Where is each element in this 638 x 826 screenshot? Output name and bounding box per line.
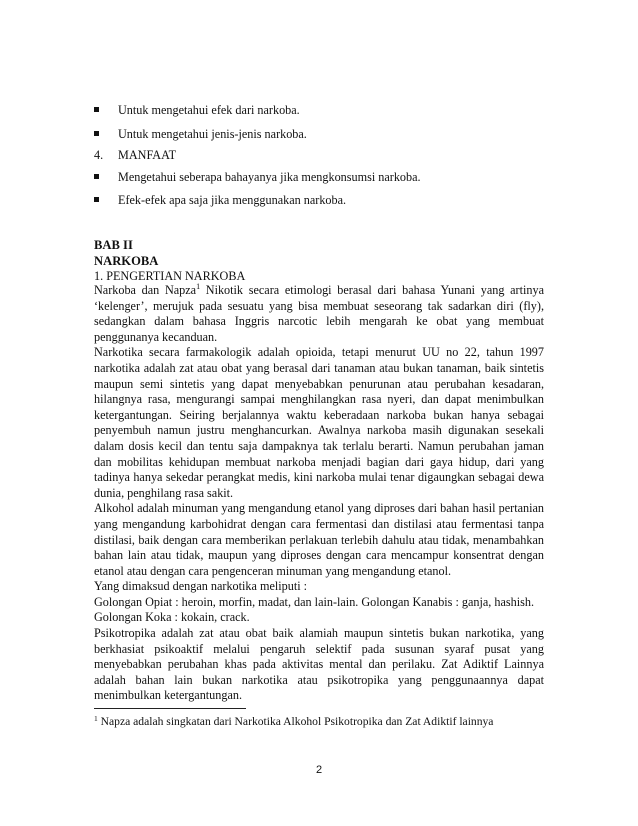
footnote-marker: 1 xyxy=(94,714,98,723)
square-bullet-icon xyxy=(94,107,99,112)
subheading: 1. PENGERTIAN NARKOBA xyxy=(94,269,246,283)
paragraph-text: Narkoba dan Napza xyxy=(94,283,197,297)
page-number: 2 xyxy=(315,764,323,776)
paragraph: Yang dimaksud dengan narkotika meliputi : xyxy=(94,579,308,594)
bullet-item xyxy=(94,193,346,207)
body-text xyxy=(94,283,544,704)
chapter-title: NARKOBA xyxy=(94,254,159,268)
paragraph: Golongan Koka : kokain, crack. xyxy=(94,610,250,625)
footnote-text: Napza adalah singkatan dari Narkotika Alkohol Psikotropika dan Zat Adiktif lainnya xyxy=(97,715,494,728)
paragraph: Golongan Opiat : heroin, morfin, madat, dan lain-lain. Golongan Kanabis : ganja, hashish. xyxy=(94,594,535,609)
paragraph: Alkohol adalah minuman yang mengandung etanol yang diproses dari bahan hasil pertanian yang mengandung karbohidrat dengan cara fermentasi dan distilasi atau fermentasi tanpa distilasi, baik dengan cara memberikan perlakuan terlebih dahulu atau tidak, menambahkan bahan lain atau tidak, maupun yang diproses dengan cara mencampur konsentrat dengan etanol atau dengan cara pengenceran minuman yang mengandung etanol. xyxy=(94,501,544,578)
footnote-divider xyxy=(94,708,246,709)
section-title: MANFAAT xyxy=(118,148,177,162)
square-bullet-icon xyxy=(94,197,99,202)
square-bullet-icon xyxy=(94,174,99,179)
bullet-item xyxy=(94,127,307,141)
paragraph: Narkotika secara farmakologik adalah opioida, tetapi menurut UU no 22, tahun 1997 narkotika adalah zat atau obat yang berasal dari tanaman atau bukan tanaman, baik sintetis maupun semi sintetis yang dapat menyebabkan penurunan atau perubahan kesadaran, hilangnya rasa, mengurangi sampai menghilangkan rasa nyeri, dan dapat menimbulkan ketergantungan. Seiring berjalannya waktu keberadaan narkoba bukan hanya sebagai penyembuh namun justru menghancurkan. Awalnya narkoba masih digunakan sesekali dalam dosis kecil dan tentu saja dampaknya tak terlalu berarti. Namun perubahan jaman dan mobilitas kehidupan membuat narkoba menjadi bagian dari gaya hidup, dari yang tadinya hanya sekedar perangkat medis, kini narkoba mulai tenar digaungkan sebagai dewa dunia, penghilang rasa sakit. xyxy=(94,345,544,500)
chapter-label: BAB II xyxy=(94,238,133,252)
bullet-item xyxy=(94,170,421,184)
bullet-item xyxy=(94,103,300,117)
bullet-text: Efek-efek apa saja jika menggunakan narkoba. xyxy=(118,193,347,207)
paragraph xyxy=(94,283,544,345)
footnote-reference: 1 xyxy=(196,282,201,291)
bullet-text: Mengetahui seberapa bahayanya jika mengkonsumsi narkoba. xyxy=(118,170,421,184)
bullet-text: Untuk mengetahui jenis-jenis narkoba. xyxy=(118,127,307,141)
paragraph-text: Nikotik secara etimologi berasal dari bahasa Yunani yang artinya ‘kelenger’, merujuk pada sesuatu yang bisa membuat seseorang tak sadarkan diri (fly), sedangkan dalam bahasa Inggris narcotic lebih mengarah ke obat yang membuat penggunanya kecanduan. xyxy=(94,283,544,344)
square-bullet-icon xyxy=(94,131,99,136)
section-number: 4. xyxy=(94,148,104,162)
section-heading-manfaat xyxy=(94,148,176,162)
bullet-text: Untuk mengetahui efek dari narkoba. xyxy=(118,103,300,117)
paragraph: Psikotropika adalah zat atau obat baik alamiah maupun sintetis bukan narkotika, yang berkhasiat psikoaktif melalui pengaruh selektif pada susunan syaraf pusat yang menyebabkan perubahan khas pada aktivitas mental dan perilaku. Zat Adiktif Lainnya adalah bahan lain bukan narkotika atau psikotropika yang penggunaannya dapat menimbulkan ketergantungan. xyxy=(94,626,544,703)
footnote xyxy=(94,715,493,729)
